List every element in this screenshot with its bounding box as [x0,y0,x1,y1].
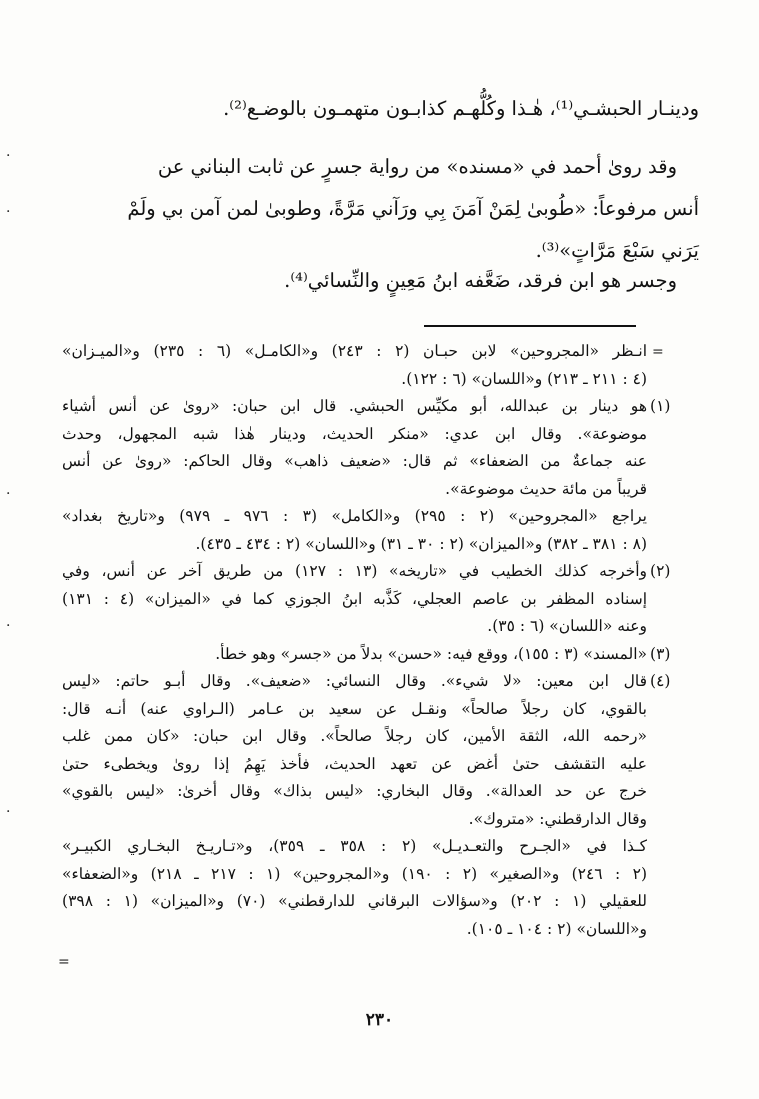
footnote-separator [424,325,636,327]
footnotes [62,338,671,943]
main-paragraph-2-line: يَرَني سَبْعَ مَرَّاتٍ»⁽³⁾. [535,238,699,262]
main-paragraph-3-text: وجسر هو ابن فرقد، ضَعَّفه ابنُ مَعِينٍ والنِّسائي⁽⁴⁾. [284,268,677,292]
page-number: ٢٣٠ [365,1010,394,1030]
footnote-line: يراجع «المجروحين» (٢ : ٢٩٥) و«الكامل» (٣ : ٩٧٦ ـ ٩٧٩) و«تاريخ بغداد» [62,507,647,525]
margin-mark: · [6,148,11,164]
margin-mark: · [6,804,11,820]
footnote-intro [62,338,647,393]
footnote-line: قريباً من مائة حديث موضوعة». [445,479,647,498]
footnote-line: كـذا في «الجـرح والتعـديـل» (٢ : ٣٥٨ ـ ٣٥٩)، و«تـاريـخ البخـاري الكبيـر» [62,837,647,855]
main-paragraph-2-line: وقد روىٰ أحمد في «مسنده» من رواية جسرٍ عن ثابت البناني عن [157,154,677,178]
footnote-line: انـظر «المجروحين» لابن حبـان (٢ : ٢٤٣) و«الكامـل» (٦ : ٢٣٥) و«الميـزان» [62,342,648,360]
footnote-number: (٢) [650,562,671,580]
margin-mark: = [652,344,664,360]
footnote-line: خرج عن حد العدالة». وقال البخاري: «ليس بذاك» وقال أخرىٰ: «ليس بالقوي» [62,782,647,800]
footnote-2 [62,558,671,641]
footnote-line: موضوعة». وقال ابن عدي: «منكر الحديث، ودينار هٰذا شبه المجهول، وحدث [62,424,647,443]
margin-mark: · [6,486,11,502]
main-paragraph-1 [99,88,699,130]
footnote-line: «رحمه الله، الثقة الأمين، كان رجلاً صالحاً». وقال ابن حبان: «كان ممن غلب [62,727,647,745]
main-paragraph-2 [99,146,699,272]
footnote-line: و«اللسان» (٢ : ١٠٤ ـ ١٠٥). [466,919,647,938]
footnote-line: هو دينار بن عبدالله، أبو مكيِّس الحبشي. قال ابن حبان: «روىٰ عن أنس أشياء [62,397,647,415]
margin-mark: = [58,954,70,970]
main-paragraph-3 [99,260,699,302]
footnote-1-sources [62,503,647,558]
footnote-3 [62,641,671,669]
footnote-line: وقال الدارقطني: «متروك». [468,809,647,828]
footnote-line: «المسند» (٣ : ١٥٥)، ووقع فيه: «حسن» بدلاً من «جسر» وهو خطأ. [215,644,647,663]
footnote-line: إسناده المظفر بن عاصم العجلي، كَذَّبه ابنُ الجوزي كما في «الميزان» (٤ : ١٣١) [62,589,647,608]
footnote-1 [62,393,671,503]
footnote-4 [62,668,671,833]
footnote-line: بالقوي، كان رجلاً صالحاً» ونقـل عن سعيد بن عـامر (الـراوي عنه) أنـه قال: [62,699,647,718]
footnote-line: عنه جماعةٌ من الضعفاء» ثم قال: «ضعيف ذاهب» وقال الحاكم: «روىٰ عن أنس [62,452,647,470]
footnote-number: (٣) [650,644,671,663]
footnote-line: (٢ : ٢٤٦) و«الصغير» (٢ : ١٩٠) و«المجروحين» (١ : ٢١٧ ـ ٢١٨) و«الضعفاء» [62,864,648,883]
footnote-line: وعنه «اللسان» (٦ : ٣٥). [487,617,647,635]
footnote-line: عليه التقشف حتىٰ أغض عن تعهد الحديث، فأخذ يَهِمُ إذا روىٰ ويخطىء حتىٰ [62,754,647,773]
main-paragraph-1-text: ودينـار الحبشـي⁽¹⁾، هٰـذا وكُلُّهـم كذابـون متهمـون بالوضـع⁽²⁾. [223,96,699,120]
footnote-line: (٨ : ٣٨١ ـ ٣٨٢) و«الميزان» (٢ : ٣٠ ـ ٣١) و«اللسان» (٢ : ٤٣٤ ـ ٤٣٥). [195,534,647,553]
footnote-number: (٤) [650,672,671,690]
main-paragraph-2-line: أنس مرفوعاً: «طُوبىٰ لِمَنْ آمَنَ بِي ورَآني مَرَّةً، وطوبىٰ لمن آمن بي ولَمْ [127,196,699,220]
footnote-line: قال ابن معين: «لا شيء». وقال النسائي: «ضعيف». وقال أبـو حاتم: «ليس [62,672,647,690]
footnote-4-sources [62,833,647,943]
footnote-line: (٤ : ٢١١ ـ ٢١٣) و«اللسان» (٦ : ١٢٢). [401,369,647,388]
footnote-number: (١) [650,397,671,415]
footnote-line: للعقيلي (١ : ٢٠٢) و«سؤالات البرقاني للدارقطني» (٧٠) و«الميزان» (١ : ٣٩٨) [62,892,648,910]
margin-mark: · [6,618,11,634]
footnote-line: وأخرجه كذلك الخطيب في «تاريخه» (١٣ : ١٢٧) من طريق آخر عن أنس، وفي [62,562,647,580]
margin-mark: · [6,204,11,220]
